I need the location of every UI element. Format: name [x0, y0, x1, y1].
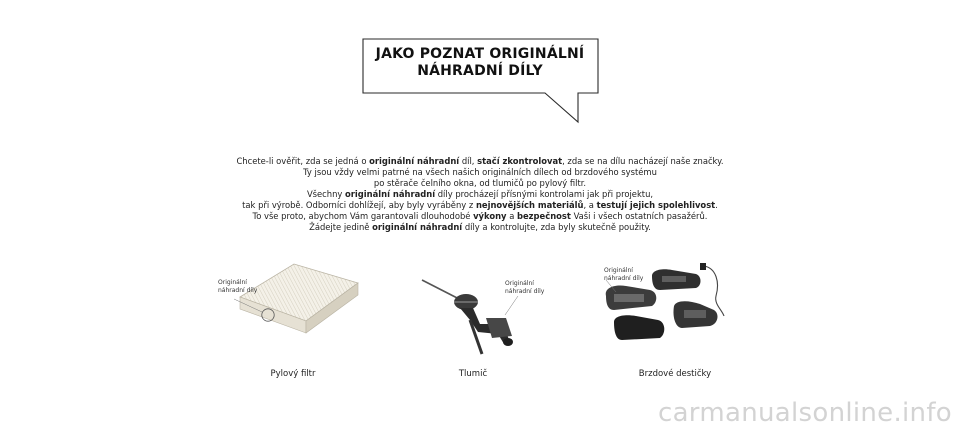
brake-pads-tag-line2: náhradní díly	[604, 274, 644, 282]
intro-line-3: po stěrače čelního okna, od tlumičů po pylový filtr.	[373, 178, 587, 188]
intro-line-6: To vše proto, abychom Vám garantovali dlouhodobé výkony a bezpečnost Vaši i všech ostatních pasažérů.	[252, 211, 708, 221]
intro-paragraph	[200, 156, 760, 233]
shock-absorber-tag-line1: Originální	[505, 280, 534, 287]
intro-line-1: Chcete-li ověřit, zda se jedná o originální náhradní díl, stačí zkontrolovat, zda se na dílu nacházejí naše značky.	[236, 156, 724, 166]
intro-line-4: Všechny originální náhradní díly procházejí přísnými kontrolami jak při projektu,	[306, 189, 654, 199]
brake-pads-tag-line1: Originální	[604, 267, 633, 274]
pollen-filter-tag-line2: náhradní díly	[218, 286, 258, 294]
watermark-text: carmanualsonline.info	[657, 398, 952, 428]
pollen-filter-tag-line1: Originální	[218, 279, 247, 286]
shock-absorber-caption: Tlumič	[458, 369, 488, 379]
pollen-filter-tag	[218, 279, 257, 294]
intro-line-7: Žádejte jedině originální náhradní díly a kontrolujte, zda byly skutečně použity.	[309, 222, 651, 232]
brake-pads-caption: Brzdové destičky	[638, 369, 712, 379]
pollen-filter-caption: Pylový filtr	[270, 369, 316, 379]
intro-line-2: Ty jsou vždy velmi patrné na všech našich originálních dílech od brzdového systému	[303, 167, 657, 177]
intro-line-5: tak při výrobě. Odborníci dohlížejí, aby byly vyráběny z nejnovějších materiálů, a testují jejich spolehlivost.	[242, 200, 718, 210]
callout-title-line2: NÁHRADNÍ DÍLY	[417, 63, 543, 79]
shock-absorber-figure	[410, 258, 550, 358]
callout-title	[362, 46, 598, 80]
shock-absorber-tag	[505, 280, 544, 295]
shock-absorber-image	[410, 258, 550, 358]
shock-absorber-tag-line2: náhradní díly	[505, 287, 545, 295]
brake-pads-tag	[604, 267, 643, 282]
callout-title-line1: JAKO POZNAT ORIGINÁLNÍ	[375, 46, 585, 62]
pollen-filter-image	[212, 255, 382, 347]
pollen-filter-figure	[212, 255, 382, 347]
